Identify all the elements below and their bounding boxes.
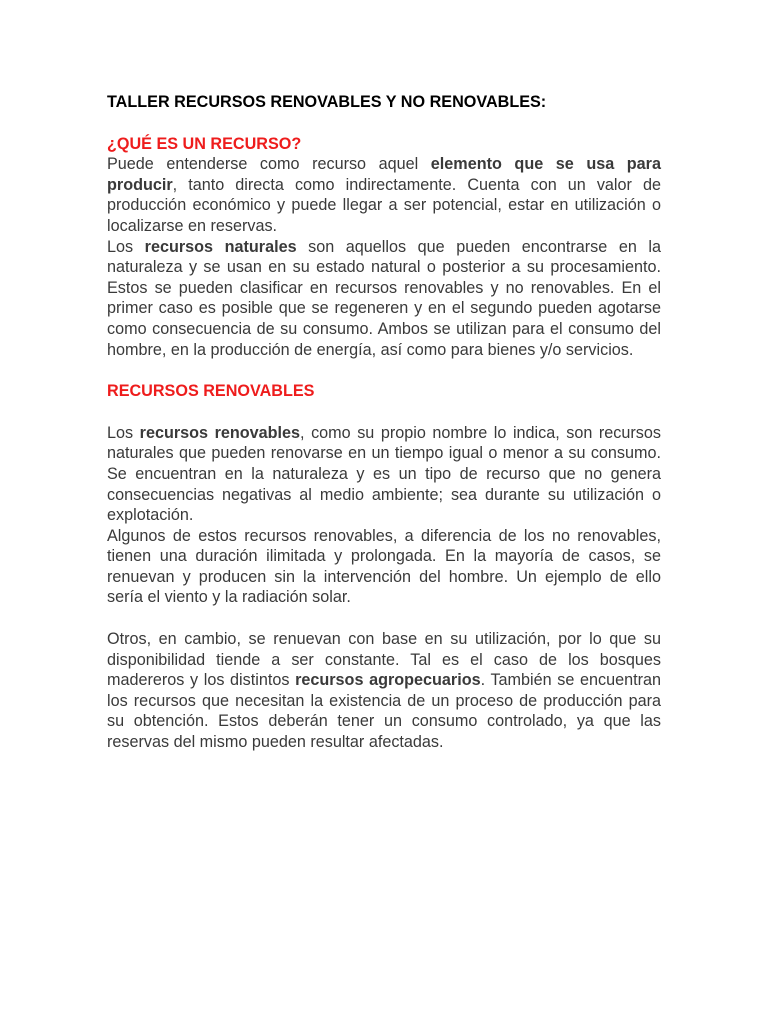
bold-term: elemento que se usa para producir — [107, 155, 661, 194]
paragraph-recursos-renovables-definition — [107, 423, 661, 526]
paragraph-text: Los — [107, 423, 140, 442]
section-heading-recursos-renovables: RECURSOS RENOVABLES — [107, 382, 315, 401]
bold-term: recursos naturales — [144, 237, 297, 256]
paragraph-text: . También se encuentran los recursos que necesitan la existencia de un proceso de producción para su obtención. Estos deberán tener un consumo controlado, ya que las reservas del mismo pueden resultar afectadas. — [107, 671, 661, 752]
paragraph-recursos-naturales — [107, 237, 661, 361]
paragraph-text: Los — [107, 237, 145, 256]
paragraph-text: , tanto directa como indirectamente. Cuenta con un valor de producción económico y puede llegar a ser potencial, estar en utilización o localizarse en reservas. — [107, 175, 661, 235]
paragraph-text: son aquellos que pueden encontrarse en la naturaleza y se usan en su estado natural o posterior a su procesamiento. Estos se pueden clasificar en recursos renovables y no renovables. En el primer caso es posible que se regeneren y en el segundo pueden agotarse como consecuencia de su consumo. Ambos se utilizan para el consumo del hombre, en la producción de energía, así como para bienes y/o servicios. — [107, 237, 661, 359]
paragraph-duracion-ilimitada: Algunos de estos recursos renovables, a diferencia de los no renovables, tienen una duración ilimitada y prolongada. En la mayoría de casos, se renuevan y producen sin la intervención del hombre. Un ejemplo de ello sería el viento y la radiación solar. — [107, 526, 661, 607]
document-title: TALLER RECURSOS RENOVABLES Y NO RENOVABLES: — [107, 93, 547, 111]
paragraph-otros-recursos — [107, 629, 661, 753]
paragraph-recurso-definition — [107, 154, 661, 236]
paragraph-text: , como su propio nombre lo indica, son recursos naturales que pueden renovarse en un tiempo igual o menor a su consumo. Se encuentran en la naturaleza y es un tipo de recurso que no genera consecuencias negativas al medio ambiente; sea durante su utilización o explotación. — [107, 423, 661, 525]
bold-term: recursos agropecuarios — [295, 671, 481, 690]
paragraph-text: Puede entenderse como recurso aquel — [107, 155, 431, 174]
bold-term: recursos renovables — [139, 423, 301, 442]
paragraph-text: Otros, en cambio, se renuevan con base en su utilización, por lo que su disponibilidad tiende a ser constante. Tal es el caso de los bosques madereros y los distintos — [107, 630, 661, 690]
document-content — [107, 92, 661, 753]
section-heading-que-es-un-recurso: ¿QUÉ ES UN RECURSO? — [107, 134, 302, 153]
